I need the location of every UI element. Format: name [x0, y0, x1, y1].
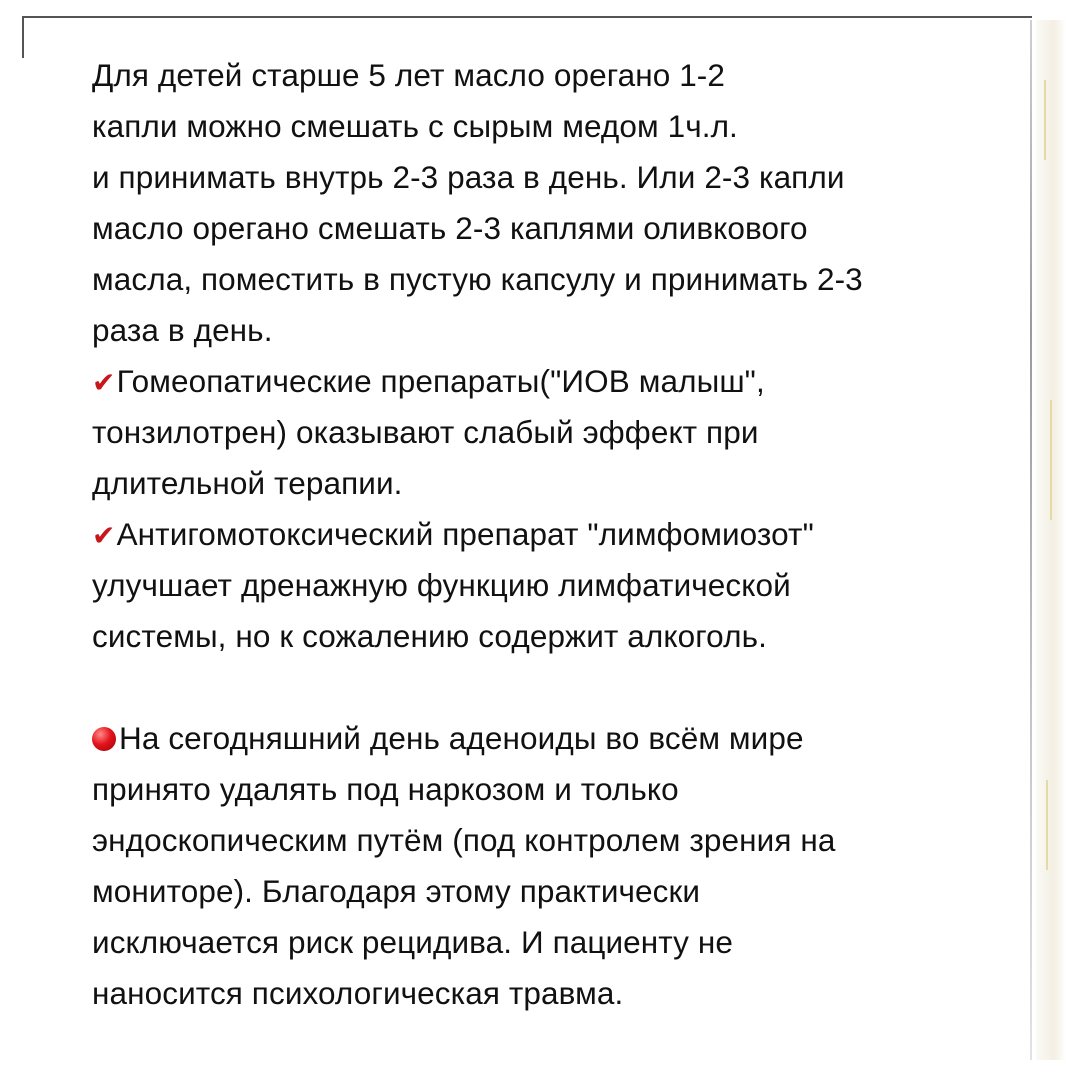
- text-line: исключается риск рецидива. И пациенту не: [92, 924, 733, 960]
- checkmark-icon: ✔: [92, 366, 116, 399]
- list-item-homeopathic: [92, 356, 1012, 407]
- checkmark-icon: ✔: [92, 519, 116, 552]
- text-line: Для детей старше 5 лет масло орегано 1-2: [92, 57, 726, 93]
- text-line: наносится психологическая травма.: [92, 975, 624, 1011]
- text-line: масло орегано смешать 2-3 каплями оливкового: [92, 210, 808, 246]
- text-line: принято удалять под наркозом и только: [92, 771, 679, 807]
- text-line: и принимать внутрь 2-3 раза в день. Или 2-3 капли: [92, 159, 845, 195]
- edge-mark: [1050, 400, 1052, 520]
- list-item-adenoids: [92, 713, 1012, 764]
- text-line: тонзилотрен) оказывают слабый эффект при: [92, 414, 759, 450]
- page-edge-strip: [1036, 20, 1066, 1060]
- text-line: длительной терапии.: [92, 465, 403, 501]
- article-text: [92, 50, 1012, 1019]
- text-line: системы, но к сожалению содержит алкоголь.: [92, 618, 767, 654]
- text-line: раза в день.: [92, 312, 273, 348]
- page-frame-right-line: [1030, 20, 1032, 1060]
- list-item-antihomotoxic: [92, 509, 1012, 560]
- edge-mark: [1046, 780, 1048, 870]
- text-line: масла, поместить в пустую капсулу и принимать 2-3: [92, 261, 863, 297]
- red-circle-icon: [92, 727, 116, 751]
- text-line: мониторе). Благодаря этому практически: [92, 873, 701, 909]
- text-line: эндоскопическим путём (под контролем зрения на: [92, 822, 836, 858]
- page-frame-top-line: [22, 16, 1032, 18]
- text-line: Антигомотоксический препарат "лимфомиозот": [116, 516, 814, 552]
- text-line: улучшает дренажную функцию лимфатической: [92, 567, 791, 603]
- text-line: На сегодняшний день аденоиды во всём мире: [119, 720, 804, 756]
- paragraph-gap: [92, 662, 1012, 713]
- page-frame-left-line: [22, 16, 24, 58]
- text-line: капли можно смешать с сырым медом 1ч.л.: [92, 108, 738, 144]
- edge-mark: [1044, 80, 1046, 160]
- text-line: Гомеопатические препараты("ИОВ малыш",: [116, 363, 765, 399]
